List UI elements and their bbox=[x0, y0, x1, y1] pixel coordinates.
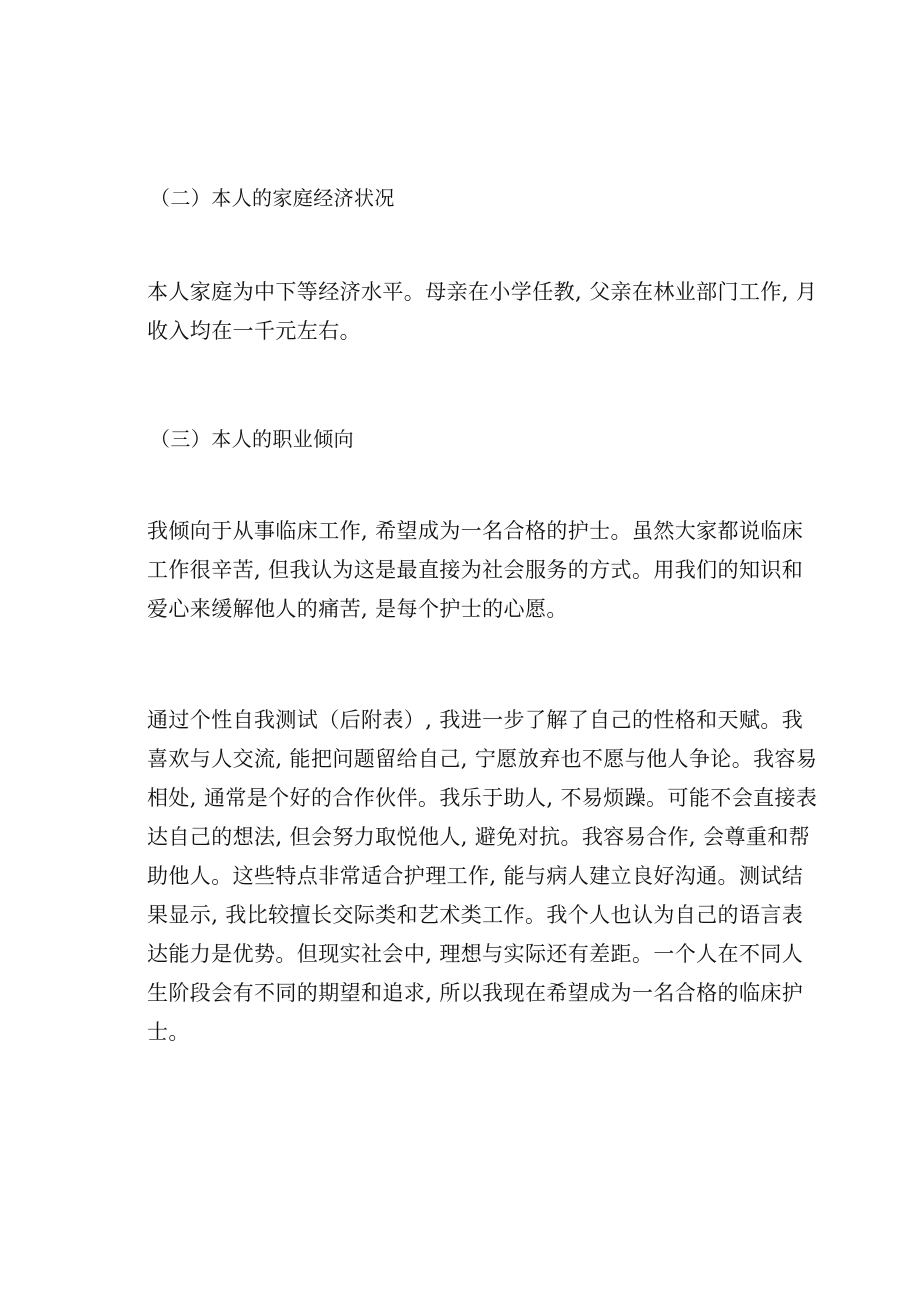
paragraph-family-economy: 本人家庭为中下等经济水平。母亲在小学任教, 父亲在林业部门工作, 月收入均在一千元左右。 bbox=[147, 280, 818, 343]
section-heading-family-economy: （二）本人的家庭经济状况 bbox=[150, 186, 395, 210]
section-heading-career-tendency: （三）本人的职业倾向 bbox=[150, 427, 354, 451]
paragraph-career-clinical: 我倾向于从事临床工作, 希望成为一名合格的护士。虽然大家都说临床工作很辛苦, 但我认为这是最直接为社会服务的方式。用我们的知识和爱心来缓解他人的痛苦, 是每个护士的心愿。 bbox=[147, 519, 804, 621]
paragraph-personality-test: 通过个性自我测试（后附表）, 我进一步了解了自己的性格和天赋。我喜欢与人交流, 能把问题留给自己, 宁愿放弃也不愿与他人争论。我容易相处, 通常是个好的合作伙伴。我乐于助人, 不易烦躁。可能不会直接表达自己的想法, 但会努力取悦他人, 避免对抗。我容易合作, 会尊重和帮助他人。这些特点非常适合护理工作, 能与病人建立良好沟通。测试结果显示, 我比较擅长交际类和艺术类工作。我个人也认为自己的语言表达能力是优势。但现实社会中, 理想与实际还有差距。一个人在不同人生阶段会有不同的期望和追求, 所以我现在希望成为一名合格的临床护士。 bbox=[147, 708, 818, 1044]
